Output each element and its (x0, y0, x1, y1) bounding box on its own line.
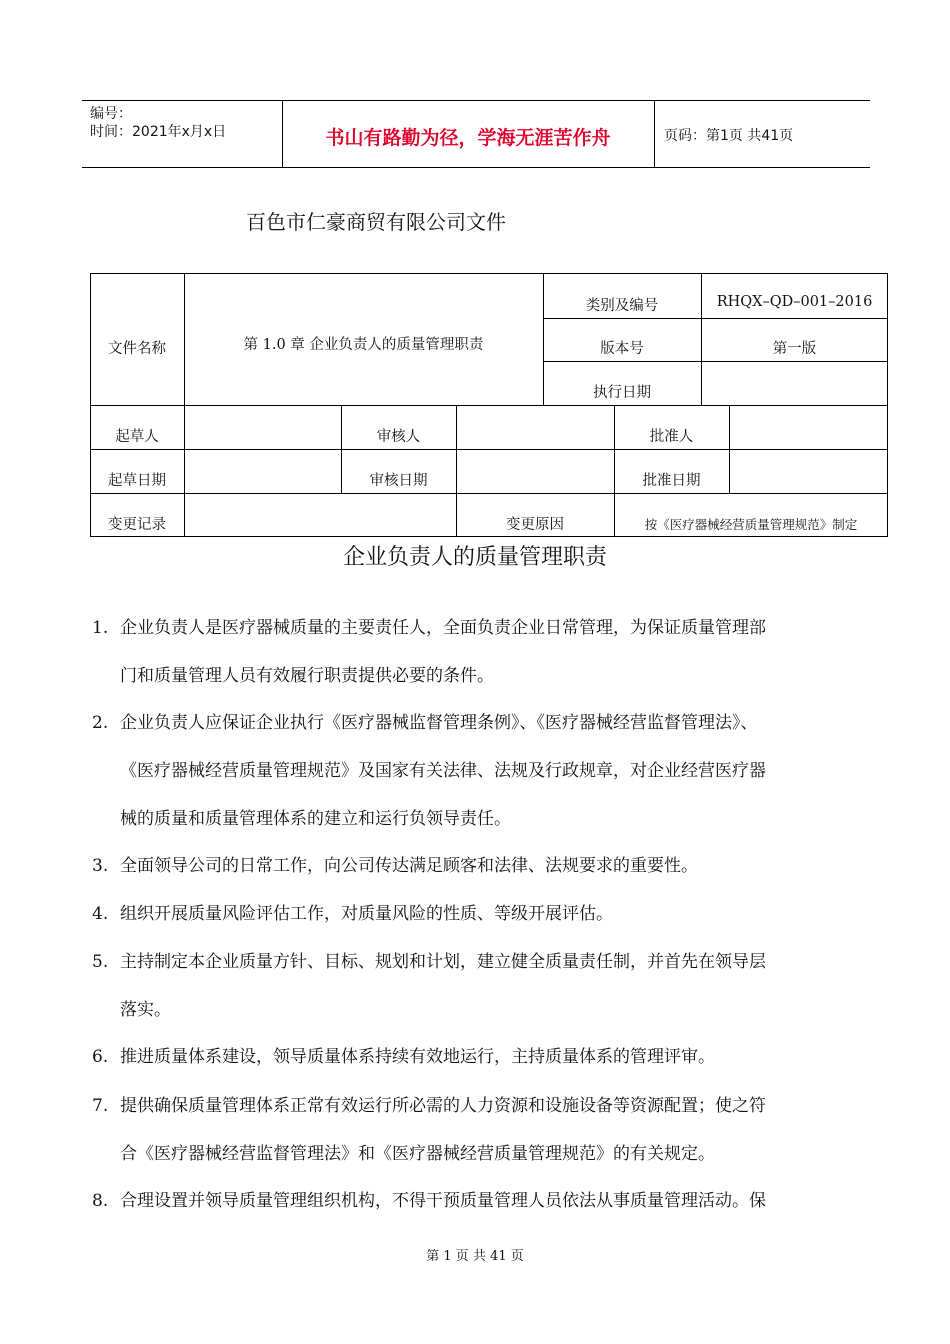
item-number: 3. (92, 856, 109, 876)
category-value: RHQX–QD–001–2016 (716, 294, 873, 310)
item-line: 全面领导公司的日常工作，向公司传达满足顾客和法律、法规要求的重要性。 (120, 856, 698, 876)
change-reason-label: 变更原因 (506, 517, 564, 533)
category-label: 类别及编号 (585, 298, 659, 314)
effective-date-label: 执行日期 (593, 385, 651, 401)
table-border (729, 405, 730, 493)
approver-label: 批准人 (649, 429, 694, 445)
change-record-label: 变更记录 (108, 517, 166, 533)
item-number: 1. (92, 618, 109, 638)
page-footer: 第 1 页 共 41 页 (426, 1249, 524, 1264)
item-number: 2. (92, 713, 109, 733)
document-time-label: 时间：2021年x月x日 (90, 124, 227, 140)
drafter-label: 起草人 (115, 429, 159, 445)
draft-date-label: 起草日期 (108, 473, 166, 489)
version-label: 版本号 (600, 341, 644, 357)
header-divider (654, 101, 655, 167)
item-number: 5. (92, 952, 109, 972)
item-line: 合《医疗器械经营监督管理法》和《医疗器械经营质量管理规范》的有关规定。 (120, 1144, 715, 1164)
header-slogan: 书山有路勤为径，学海无涯苦作舟 (325, 127, 611, 149)
document-number-label: 编号： (90, 106, 132, 122)
table-border (90, 493, 888, 494)
table-border (543, 361, 888, 362)
item-number: 4. (92, 904, 109, 924)
item-line: 《医疗器械经营质量管理规范》及国家有关法律、法规及行政规章，对企业经营医疗器 (120, 761, 766, 781)
company-title: 百色市仁豪商贸有限公司文件 (246, 210, 506, 234)
document-title: 企业负责人的质量管理职责 (342, 545, 607, 570)
item-line: 门和质量管理人员有效履行职责提供必要的条件。 (120, 666, 494, 686)
item-number: 7. (92, 1096, 109, 1116)
change-reason-value: 按《医疗器械经营质量管理规范》制定 (644, 517, 858, 532)
table-border (90, 536, 888, 537)
item-line: 合理设置并领导质量管理组织机构，不得干预质量管理人员依法从事质量管理活动。保 (120, 1191, 766, 1211)
item-line: 企业负责人是医疗器械质量的主要责任人，全面负责企业日常管理，为保证质量管理部 (120, 618, 766, 638)
item-line: 械的质量和质量管理体系的建立和运行负领导责任。 (120, 809, 511, 829)
table-border (90, 449, 888, 450)
review-date-label: 审核日期 (369, 473, 428, 489)
header-page-label: 页码：第1页 共41页 (664, 128, 794, 144)
reviewer-label: 审核人 (376, 429, 421, 445)
item-line: 落实。 (120, 1000, 171, 1020)
table-border (543, 318, 888, 319)
table-border (90, 405, 888, 406)
item-line: 推进质量体系建设，领导质量体系持续有效地运行，主持质量体系的管理评审。 (120, 1047, 715, 1067)
item-line: 提供确保质量管理体系正常有效运行所必需的人力资源和设施设备等资源配置；使之符 (120, 1096, 766, 1116)
item-line: 组织开展质量风险评估工作，对质量风险的性质、等级开展评估。 (120, 904, 613, 924)
version-value: 第一版 (772, 341, 817, 357)
table-border (90, 273, 888, 274)
approve-date-label: 批准日期 (642, 473, 701, 489)
file-name-value: 第 1.0 章 企业负责人的质量管理职责 (243, 337, 484, 353)
table-border (184, 405, 185, 537)
item-number: 8. (92, 1191, 109, 1211)
file-name-label: 文件名称 (108, 341, 166, 357)
item-line: 企业负责人应保证企业执行《医疗器械监督管理条例》、《医疗器械经营监督管理法》、 (120, 713, 758, 733)
item-number: 6. (92, 1047, 109, 1067)
item-line: 主持制定本企业质量方针、目标、规划和计划，建立健全质量责任制，并首先在领导层 (120, 952, 766, 972)
page-header (82, 100, 870, 168)
document-info-table (90, 273, 888, 537)
